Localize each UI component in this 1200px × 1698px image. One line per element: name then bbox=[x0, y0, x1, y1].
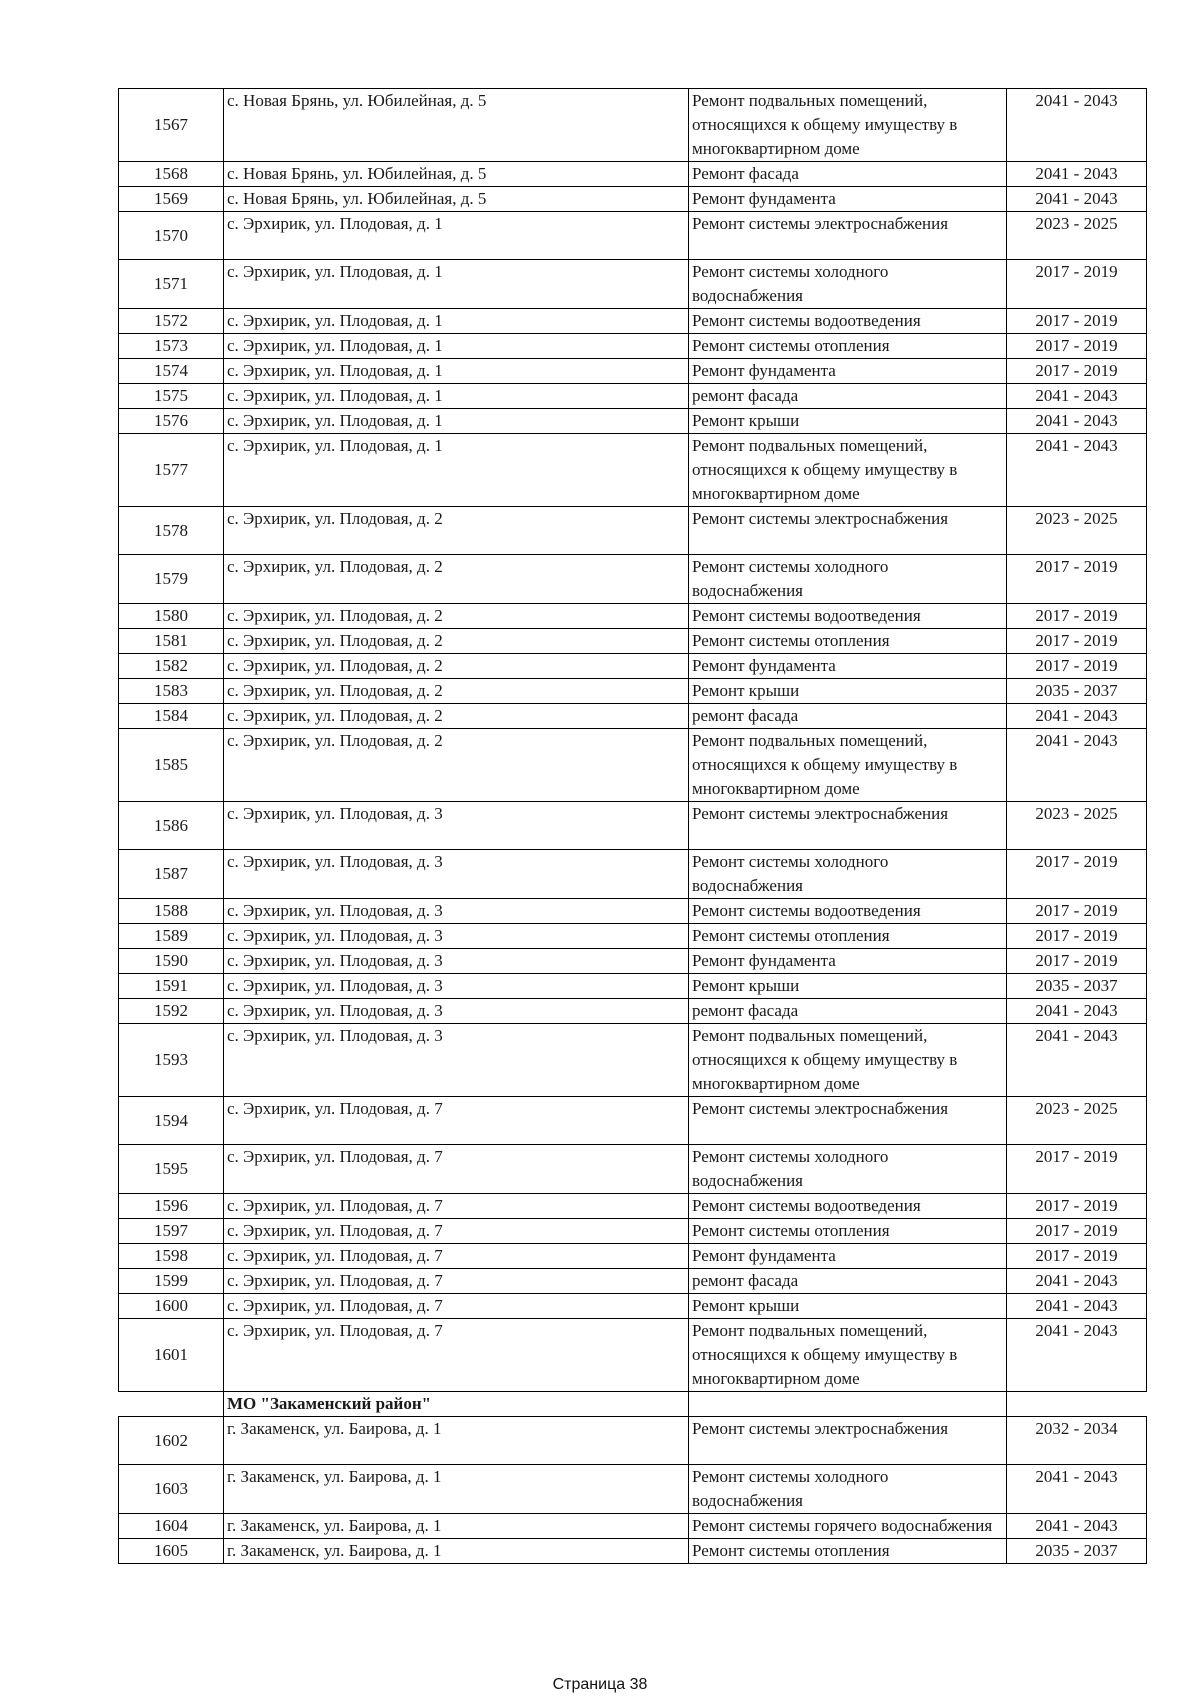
table-row bbox=[119, 1417, 1147, 1465]
row-work-type: Ремонт подвальных помещений, относящихся к общему имуществу в многоквартирном доме bbox=[689, 434, 1007, 507]
row-years: 2017 - 2019 bbox=[1007, 899, 1147, 924]
row-years: 2017 - 2019 bbox=[1007, 334, 1147, 359]
row-number: 1580 bbox=[119, 604, 224, 629]
table-row bbox=[119, 384, 1147, 409]
table-row bbox=[119, 654, 1147, 679]
table-row bbox=[119, 507, 1147, 555]
row-address: с. Эрхирик, ул. Плодовая, д. 3 bbox=[224, 949, 689, 974]
row-work-type: Ремонт системы электроснабжения bbox=[689, 1097, 1007, 1145]
row-number: 1593 bbox=[119, 1024, 224, 1097]
row-work-type: Ремонт подвальных помещений, относящихся к общему имуществу в многоквартирном доме bbox=[689, 1024, 1007, 1097]
table-row bbox=[119, 949, 1147, 974]
row-address: с. Эрхирик, ул. Плодовая, д. 1 bbox=[224, 434, 689, 507]
row-work-type: Ремонт системы отопления bbox=[689, 334, 1007, 359]
row-number: 1575 bbox=[119, 384, 224, 409]
row-work-type: Ремонт системы отопления bbox=[689, 924, 1007, 949]
row-work-type: Ремонт системы водоотведения bbox=[689, 1194, 1007, 1219]
table-row bbox=[119, 162, 1147, 187]
row-work-type: Ремонт системы электроснабжения bbox=[689, 1417, 1007, 1465]
row-number: 1579 bbox=[119, 555, 224, 604]
row-work-type: Ремонт системы отопления bbox=[689, 1539, 1007, 1564]
row-number: 1596 bbox=[119, 1194, 224, 1219]
table-row bbox=[119, 604, 1147, 629]
row-address: с. Эрхирик, ул. Плодовая, д. 7 bbox=[224, 1145, 689, 1194]
section-header-row bbox=[119, 1392, 1147, 1417]
row-work-type: Ремонт системы водоотведения bbox=[689, 899, 1007, 924]
table-row bbox=[119, 1219, 1147, 1244]
row-years: 2032 - 2034 bbox=[1007, 1417, 1147, 1465]
row-work-type: Ремонт подвальных помещений, относящихся к общему имуществу в многоквартирном доме bbox=[689, 1319, 1007, 1392]
row-work-type: Ремонт подвальных помещений, относящихся к общему имуществу в многоквартирном доме bbox=[689, 89, 1007, 162]
row-years: 2017 - 2019 bbox=[1007, 629, 1147, 654]
section-num-cell bbox=[119, 1392, 224, 1417]
row-address: с. Эрхирик, ул. Плодовая, д. 1 bbox=[224, 334, 689, 359]
row-years: 2017 - 2019 bbox=[1007, 309, 1147, 334]
row-years: 2023 - 2025 bbox=[1007, 212, 1147, 260]
table-row bbox=[119, 212, 1147, 260]
row-number: 1604 bbox=[119, 1514, 224, 1539]
row-years: 2041 - 2043 bbox=[1007, 187, 1147, 212]
row-years: 2017 - 2019 bbox=[1007, 1145, 1147, 1194]
row-work-type: Ремонт фасада bbox=[689, 162, 1007, 187]
row-number: 1571 bbox=[119, 260, 224, 309]
row-years: 2041 - 2043 bbox=[1007, 1465, 1147, 1514]
row-number: 1589 bbox=[119, 924, 224, 949]
row-years: 2017 - 2019 bbox=[1007, 654, 1147, 679]
row-years: 2041 - 2043 bbox=[1007, 1269, 1147, 1294]
row-address: с. Эрхирик, ул. Плодовая, д. 3 bbox=[224, 802, 689, 850]
table-row bbox=[119, 1319, 1147, 1392]
row-years: 2041 - 2043 bbox=[1007, 729, 1147, 802]
row-number: 1577 bbox=[119, 434, 224, 507]
table-row bbox=[119, 260, 1147, 309]
table-row bbox=[119, 359, 1147, 384]
row-years: 2041 - 2043 bbox=[1007, 704, 1147, 729]
row-number: 1569 bbox=[119, 187, 224, 212]
table-row bbox=[119, 187, 1147, 212]
row-address: с. Эрхирик, ул. Плодовая, д. 7 bbox=[224, 1294, 689, 1319]
row-work-type: Ремонт фундамента bbox=[689, 1244, 1007, 1269]
row-work-type: Ремонт системы холодного водоснабжения bbox=[689, 260, 1007, 309]
row-address: с. Эрхирик, ул. Плодовая, д. 3 bbox=[224, 974, 689, 999]
row-number: 1592 bbox=[119, 999, 224, 1024]
row-work-type: ремонт фасада bbox=[689, 704, 1007, 729]
row-number: 1573 bbox=[119, 334, 224, 359]
row-years: 2041 - 2043 bbox=[1007, 162, 1147, 187]
row-address: с. Эрхирик, ул. Плодовая, д. 2 bbox=[224, 604, 689, 629]
row-work-type: Ремонт крыши bbox=[689, 409, 1007, 434]
row-number: 1584 bbox=[119, 704, 224, 729]
row-address: с. Эрхирик, ул. Плодовая, д. 7 bbox=[224, 1244, 689, 1269]
row-years: 2017 - 2019 bbox=[1007, 359, 1147, 384]
row-address: с. Новая Брянь, ул. Юбилейная, д. 5 bbox=[224, 89, 689, 162]
table-row bbox=[119, 1244, 1147, 1269]
row-work-type: Ремонт системы отопления bbox=[689, 629, 1007, 654]
row-number: 1590 bbox=[119, 949, 224, 974]
row-work-type: Ремонт крыши bbox=[689, 679, 1007, 704]
row-number: 1581 bbox=[119, 629, 224, 654]
row-address: с. Эрхирик, ул. Плодовая, д. 2 bbox=[224, 654, 689, 679]
row-number: 1602 bbox=[119, 1417, 224, 1465]
row-address: с. Эрхирик, ул. Плодовая, д. 2 bbox=[224, 729, 689, 802]
page-footer bbox=[0, 1676, 1200, 1694]
row-years: 2017 - 2019 bbox=[1007, 1219, 1147, 1244]
row-address: с. Эрхирик, ул. Плодовая, д. 1 bbox=[224, 212, 689, 260]
row-address: г. Закаменск, ул. Баирова, д. 1 bbox=[224, 1417, 689, 1465]
row-number: 1605 bbox=[119, 1539, 224, 1564]
table-row bbox=[119, 924, 1147, 949]
row-years: 2017 - 2019 bbox=[1007, 924, 1147, 949]
row-number: 1582 bbox=[119, 654, 224, 679]
row-address: с. Эрхирик, ул. Плодовая, д. 3 bbox=[224, 899, 689, 924]
row-address: с. Эрхирик, ул. Плодовая, д. 1 bbox=[224, 384, 689, 409]
row-number: 1600 bbox=[119, 1294, 224, 1319]
row-number: 1583 bbox=[119, 679, 224, 704]
row-work-type: Ремонт фундамента bbox=[689, 654, 1007, 679]
row-work-type: Ремонт системы горячего водоснабжения bbox=[689, 1514, 1007, 1539]
table-row bbox=[119, 802, 1147, 850]
row-number: 1570 bbox=[119, 212, 224, 260]
row-work-type: Ремонт фундамента bbox=[689, 187, 1007, 212]
row-work-type: Ремонт системы отопления bbox=[689, 1219, 1007, 1244]
row-years: 2041 - 2043 bbox=[1007, 1294, 1147, 1319]
table-row bbox=[119, 1539, 1147, 1564]
row-work-type: Ремонт системы электроснабжения bbox=[689, 507, 1007, 555]
row-number: 1597 bbox=[119, 1219, 224, 1244]
table-row bbox=[119, 704, 1147, 729]
row-years: 2017 - 2019 bbox=[1007, 850, 1147, 899]
row-years: 2023 - 2025 bbox=[1007, 1097, 1147, 1145]
row-work-type: Ремонт системы электроснабжения bbox=[689, 802, 1007, 850]
row-years: 2041 - 2043 bbox=[1007, 1319, 1147, 1392]
row-years: 2041 - 2043 bbox=[1007, 999, 1147, 1024]
row-address: с. Эрхирик, ул. Плодовая, д. 3 bbox=[224, 1024, 689, 1097]
row-number: 1572 bbox=[119, 309, 224, 334]
row-address: с. Эрхирик, ул. Плодовая, д. 7 bbox=[224, 1097, 689, 1145]
row-address: с. Новая Брянь, ул. Юбилейная, д. 5 bbox=[224, 187, 689, 212]
row-address: с. Эрхирик, ул. Плодовая, д. 1 bbox=[224, 359, 689, 384]
row-address: с. Эрхирик, ул. Плодовая, д. 3 bbox=[224, 924, 689, 949]
row-number: 1585 bbox=[119, 729, 224, 802]
row-years: 2041 - 2043 bbox=[1007, 384, 1147, 409]
row-number: 1598 bbox=[119, 1244, 224, 1269]
row-years: 2017 - 2019 bbox=[1007, 1194, 1147, 1219]
row-number: 1595 bbox=[119, 1145, 224, 1194]
row-years: 2017 - 2019 bbox=[1007, 555, 1147, 604]
row-address: с. Эрхирик, ул. Плодовая, д. 7 bbox=[224, 1319, 689, 1392]
table-row bbox=[119, 1194, 1147, 1219]
row-number: 1576 bbox=[119, 409, 224, 434]
row-address: с. Эрхирик, ул. Плодовая, д. 7 bbox=[224, 1219, 689, 1244]
page-number: Страница 38 bbox=[552, 1676, 648, 1693]
section-years-cell bbox=[1007, 1392, 1147, 1417]
row-years: 2023 - 2025 bbox=[1007, 802, 1147, 850]
table-row bbox=[119, 555, 1147, 604]
row-address: с. Новая Брянь, ул. Юбилейная, д. 5 bbox=[224, 162, 689, 187]
row-years: 2041 - 2043 bbox=[1007, 1514, 1147, 1539]
row-number: 1594 bbox=[119, 1097, 224, 1145]
row-work-type: ремонт фасада bbox=[689, 384, 1007, 409]
row-work-type: Ремонт системы холодного водоснабжения bbox=[689, 1145, 1007, 1194]
table-row bbox=[119, 629, 1147, 654]
row-address: г. Закаменск, ул. Баирова, д. 1 bbox=[224, 1514, 689, 1539]
table-row bbox=[119, 89, 1147, 162]
row-years: 2041 - 2043 bbox=[1007, 89, 1147, 162]
row-address: с. Эрхирик, ул. Плодовая, д. 7 bbox=[224, 1269, 689, 1294]
row-years: 2035 - 2037 bbox=[1007, 1539, 1147, 1564]
row-work-type: Ремонт системы водоотведения bbox=[689, 604, 1007, 629]
row-address: г. Закаменск, ул. Баирова, д. 1 bbox=[224, 1539, 689, 1564]
row-years: 2017 - 2019 bbox=[1007, 604, 1147, 629]
table-row bbox=[119, 1024, 1147, 1097]
table-row bbox=[119, 899, 1147, 924]
table-row bbox=[119, 309, 1147, 334]
row-address: с. Эрхирик, ул. Плодовая, д. 2 bbox=[224, 555, 689, 604]
section-title: МО "Закаменский район" bbox=[224, 1392, 689, 1417]
table-row bbox=[119, 974, 1147, 999]
table-row bbox=[119, 1145, 1147, 1194]
table-row bbox=[119, 999, 1147, 1024]
row-years: 2017 - 2019 bbox=[1007, 1244, 1147, 1269]
table-row bbox=[119, 679, 1147, 704]
row-address: с. Эрхирик, ул. Плодовая, д. 1 bbox=[224, 260, 689, 309]
row-work-type: Ремонт подвальных помещений, относящихся к общему имуществу в многоквартирном доме bbox=[689, 729, 1007, 802]
table-row bbox=[119, 434, 1147, 507]
row-years: 2023 - 2025 bbox=[1007, 507, 1147, 555]
row-number: 1586 bbox=[119, 802, 224, 850]
row-work-type: Ремонт системы холодного водоснабжения bbox=[689, 850, 1007, 899]
row-years: 2035 - 2037 bbox=[1007, 679, 1147, 704]
row-number: 1568 bbox=[119, 162, 224, 187]
row-work-type: Ремонт крыши bbox=[689, 974, 1007, 999]
row-number: 1567 bbox=[119, 89, 224, 162]
row-work-type: Ремонт фундамента bbox=[689, 359, 1007, 384]
table-row bbox=[119, 1097, 1147, 1145]
row-address: с. Эрхирик, ул. Плодовая, д. 2 bbox=[224, 507, 689, 555]
row-address: с. Эрхирик, ул. Плодовая, д. 2 bbox=[224, 679, 689, 704]
row-address: с. Эрхирик, ул. Плодовая, д. 3 bbox=[224, 850, 689, 899]
row-work-type: Ремонт крыши bbox=[689, 1294, 1007, 1319]
row-number: 1587 bbox=[119, 850, 224, 899]
row-number: 1574 bbox=[119, 359, 224, 384]
row-number: 1578 bbox=[119, 507, 224, 555]
row-years: 2041 - 2043 bbox=[1007, 409, 1147, 434]
table-row bbox=[119, 850, 1147, 899]
row-years: 2041 - 2043 bbox=[1007, 434, 1147, 507]
row-years: 2041 - 2043 bbox=[1007, 1024, 1147, 1097]
row-address: с. Эрхирик, ул. Плодовая, д. 1 bbox=[224, 309, 689, 334]
row-address: с. Эрхирик, ул. Плодовая, д. 2 bbox=[224, 629, 689, 654]
row-number: 1591 bbox=[119, 974, 224, 999]
row-work-type: Ремонт системы холодного водоснабжения bbox=[689, 1465, 1007, 1514]
capital-repair-table bbox=[118, 88, 1147, 1564]
row-number: 1588 bbox=[119, 899, 224, 924]
row-work-type: Ремонт системы водоотведения bbox=[689, 309, 1007, 334]
row-work-type: ремонт фасада bbox=[689, 999, 1007, 1024]
table-row bbox=[119, 334, 1147, 359]
row-work-type: Ремонт фундамента bbox=[689, 949, 1007, 974]
row-work-type: Ремонт системы холодного водоснабжения bbox=[689, 555, 1007, 604]
row-work-type: ремонт фасада bbox=[689, 1269, 1007, 1294]
row-years: 2017 - 2019 bbox=[1007, 949, 1147, 974]
row-address: г. Закаменск, ул. Баирова, д. 1 bbox=[224, 1465, 689, 1514]
row-address: с. Эрхирик, ул. Плодовая, д. 7 bbox=[224, 1194, 689, 1219]
row-work-type: Ремонт системы электроснабжения bbox=[689, 212, 1007, 260]
row-number: 1599 bbox=[119, 1269, 224, 1294]
row-address: с. Эрхирик, ул. Плодовая, д. 1 bbox=[224, 409, 689, 434]
section-work-cell bbox=[689, 1392, 1007, 1417]
row-address: с. Эрхирик, ул. Плодовая, д. 2 bbox=[224, 704, 689, 729]
table-row bbox=[119, 729, 1147, 802]
row-years: 2035 - 2037 bbox=[1007, 974, 1147, 999]
row-number: 1601 bbox=[119, 1319, 224, 1392]
row-number: 1603 bbox=[119, 1465, 224, 1514]
table-row bbox=[119, 1269, 1147, 1294]
table-row bbox=[119, 1294, 1147, 1319]
row-address: с. Эрхирик, ул. Плодовая, д. 3 bbox=[224, 999, 689, 1024]
row-years: 2017 - 2019 bbox=[1007, 260, 1147, 309]
table-row bbox=[119, 1514, 1147, 1539]
table-row bbox=[119, 1465, 1147, 1514]
table-row bbox=[119, 409, 1147, 434]
